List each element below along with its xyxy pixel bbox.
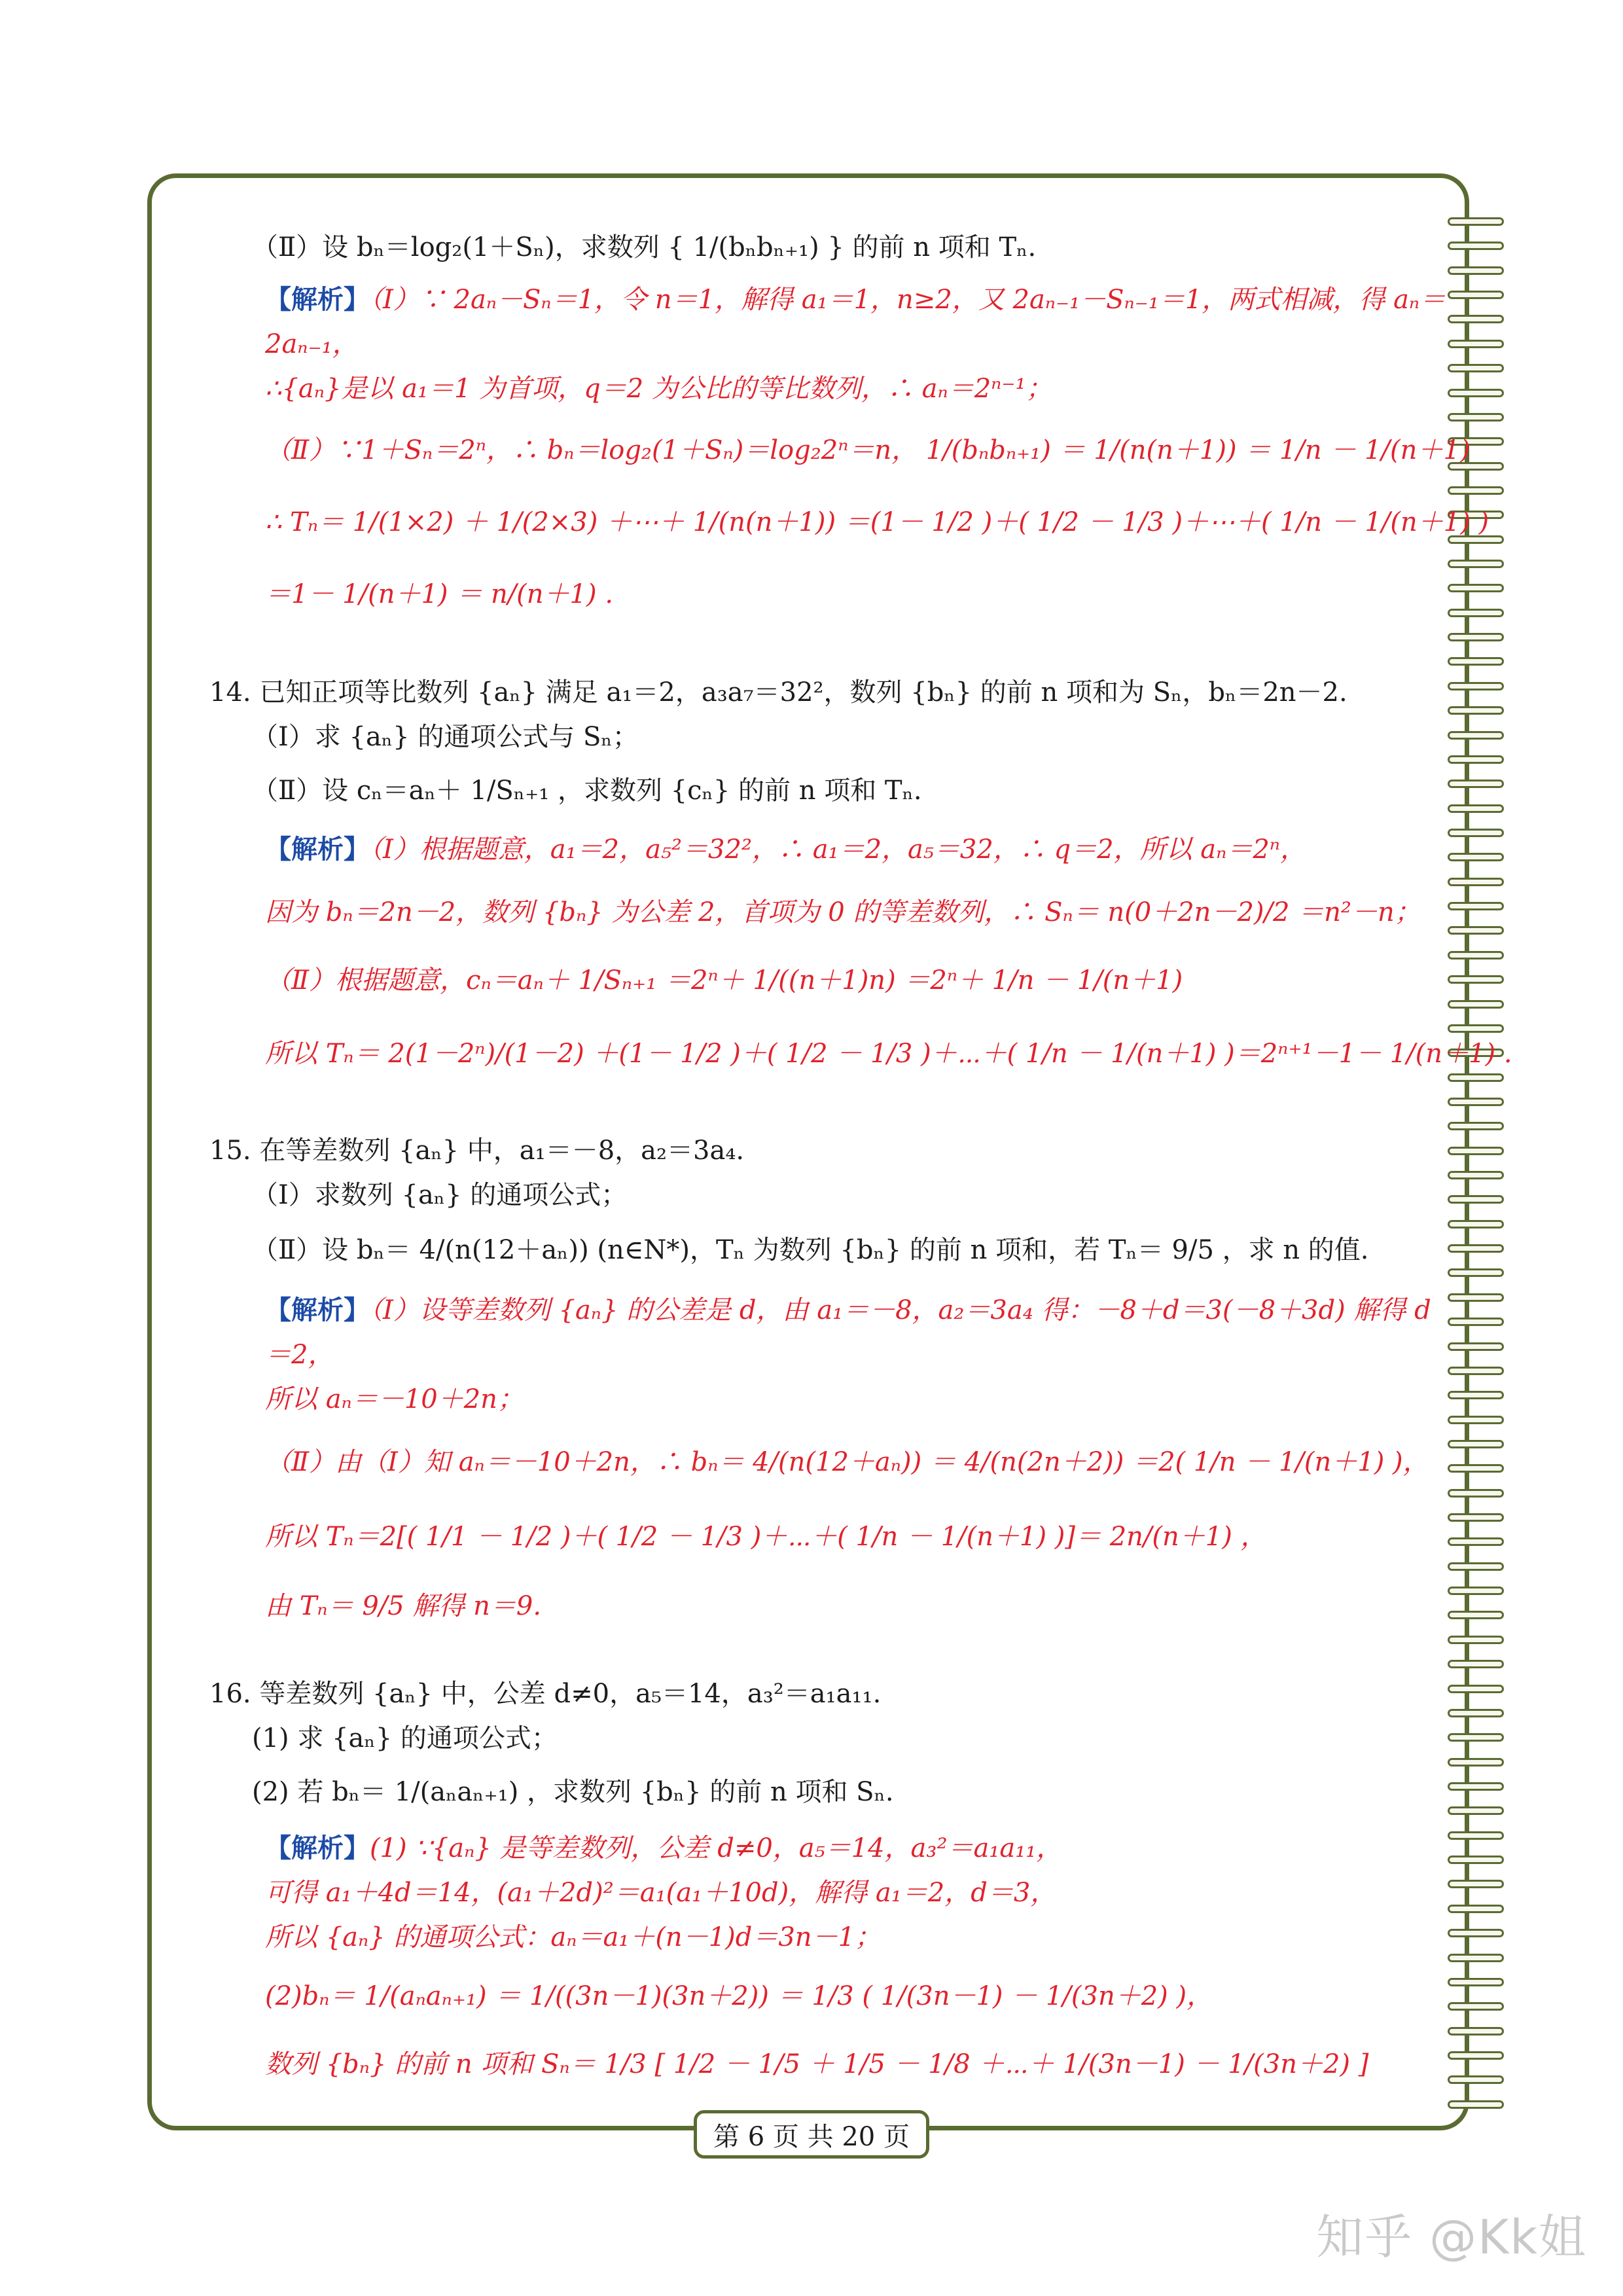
- spiral-ring: [1448, 266, 1504, 275]
- watermark: 知乎 @Kk姐: [1316, 2210, 1587, 2265]
- spiral-ring: [1448, 1464, 1504, 1473]
- spiral-ring: [1448, 1929, 1504, 1937]
- problem-14-part-1: （Ⅰ）求 {aₙ} 的通项公式与 Sₙ；: [252, 722, 639, 752]
- solution-text: （Ⅰ）根据题意，a₁＝2，a₅²＝32²，∴ a₁＝2，a₅＝32，∴ q＝2，所以 aₙ＝2ⁿ，: [370, 834, 1307, 865]
- problem-16-solution-line-5: 数列 {bₙ} 的前 n 项和 Sₙ＝ 1/3 [ 1/2 － 1/5 ＋ 1/5 － 1/8 ＋⋯＋ 1/(3n－1) － 1/(3n＋2) ]: [265, 2049, 1369, 2079]
- spiral-ring: [1448, 1098, 1504, 1106]
- problem-14-solution-line-2: 因为 bₙ＝2n－2，数列 {bₙ} 为公差 2，首项为 0 的等差数列，∴ Sₙ＝ n(0＋2n－2)/2 ＝n²－n；: [265, 897, 1421, 927]
- spiral-ring: [1448, 2100, 1504, 2109]
- solution-tag: 【解析】: [265, 1295, 370, 1325]
- spiral-ring: [1448, 1391, 1504, 1399]
- problem-15-solution-line-6: 由 Tₙ＝ 9/5 解得 n＝9.: [265, 1591, 542, 1621]
- spiral-ring: [1448, 1954, 1504, 1962]
- spiral-ring: [1448, 389, 1504, 397]
- problem-13-solution-line-5: ∴ Tₙ＝ 1/(1×2) ＋ 1/(2×3) ＋⋯＋ 1/(n(n＋1)) ＝(1－ 1/2 )＋( 1/2 － 1/3 )＋⋯＋( 1/n － 1/(n＋1) ): [265, 507, 1489, 537]
- spiral-ring: [1448, 1537, 1504, 1546]
- spiral-ring: [1448, 217, 1504, 226]
- problem-13-part-2: （Ⅱ）设 bₙ＝log₂(1＋Sₙ)，求数列 { 1/(bₙbₙ₊₁) } 的前 n 项和 Tₙ.: [252, 232, 1037, 262]
- spiral-ring: [1448, 926, 1504, 935]
- spiral-ring: [1448, 1122, 1504, 1130]
- page-number-footer: [694, 2110, 929, 2159]
- spiral-ring: [1448, 1000, 1504, 1009]
- problem-16-solution-line-4: (2)bₙ＝ 1/(aₙaₙ₊₁) ＝ 1/((3n－1)(3n＋2)) ＝ 1/3 ( 1/(3n－1) － 1/(3n＋2) )，: [265, 1981, 1213, 2011]
- spiral-ring: [1448, 975, 1504, 984]
- spiral-ring: [1448, 1636, 1504, 1644]
- spiral-ring: [1448, 1147, 1504, 1155]
- spiral-ring: [1448, 829, 1504, 837]
- spiral-ring: [1448, 1342, 1504, 1351]
- spiral-ring: [1448, 1440, 1504, 1448]
- spiral-ring: [1448, 1660, 1504, 1668]
- spiral-ring: [1448, 682, 1504, 691]
- spiral-ring: [1448, 1367, 1504, 1375]
- problem-15-solution-line-2: ＝2，: [265, 1340, 334, 1370]
- spiral-ring: [1448, 560, 1504, 568]
- spiral-ring: [1448, 1268, 1504, 1277]
- problem-15-solution-line-5: 所以 Tₙ＝2[( 1/1 － 1/2 )＋( 1/2 － 1/3 )＋⋯＋( 1/n － 1/(n＋1) )]＝ 2n/(n＋1) ，: [265, 1522, 1267, 1552]
- problem-16-part-2: (2) 若 bₙ＝ 1/(aₙaₙ₊₁) ，求数列 {bₙ} 的前 n 项和 Sₙ.: [252, 1777, 894, 1807]
- spiral-ring: [1448, 1489, 1504, 1498]
- spiral-ring: [1448, 1685, 1504, 1693]
- spiral-ring: [1448, 951, 1504, 960]
- spiral-ring: [1448, 1318, 1504, 1326]
- problem-14-statement: 14. 已知正项等比数列 {aₙ} 满足 a₁＝2，a₃a₇＝32²，数列 {bₙ} 的前 n 项和为 Sₙ，bₙ＝2n－2.: [209, 677, 1347, 708]
- spiral-ring: [1448, 804, 1504, 813]
- spiral-ring: [1448, 1073, 1504, 1082]
- spiral-ring: [1448, 1244, 1504, 1253]
- problem-15-solution-line-4: （Ⅱ）由（Ⅰ）知 aₙ＝－10＋2n，∴ bₙ＝ 4/(n(12＋aₙ)) ＝ 4/(n(2n＋2)) ＝2( 1/n － 1/(n＋1) )，: [265, 1447, 1429, 1477]
- spiral-binding: [1448, 217, 1513, 2109]
- solution-tag: 【解析】: [265, 1833, 370, 1863]
- problem-15-solution-line-1: [265, 1292, 1431, 1329]
- problem-13-solution-line-4: （Ⅱ）∵1＋Sₙ＝2ⁿ，∴ bₙ＝log₂(1＋Sₙ)＝log₂2ⁿ＝n， 1/(bₙbₙ₊₁) ＝ 1/(n(n＋1)) ＝ 1/n － 1/(n＋1): [265, 435, 1471, 465]
- spiral-ring: [1448, 1416, 1504, 1424]
- spiral-ring: [1448, 1758, 1504, 1767]
- solution-text: （Ⅰ）∵ 2aₙ－Sₙ＝1，令 n＝1，解得 a₁＝1，n≥2，又 2aₙ₋₁－Sₙ₋₁＝1，两式相减，得 aₙ＝: [370, 285, 1446, 315]
- problem-13-solution-line-1: [265, 281, 1446, 318]
- spiral-ring: [1448, 878, 1504, 886]
- problem-16-solution-line-1: [265, 1830, 1062, 1867]
- spiral-ring: [1448, 755, 1504, 764]
- problem-16-solution-line-2: 可得 a₁＋4d＝14，(a₁＋2d)²＝a₁(a₁＋10d)，解得 a₁＝2，d＝3，: [265, 1878, 1057, 1908]
- spiral-ring: [1448, 731, 1504, 740]
- spiral-ring: [1448, 1587, 1504, 1595]
- spiral-ring: [1448, 1513, 1504, 1522]
- spiral-ring: [1448, 2002, 1504, 2011]
- spiral-ring: [1448, 706, 1504, 715]
- spiral-ring: [1448, 1733, 1504, 1742]
- spiral-ring: [1448, 1856, 1504, 1864]
- spiral-ring: [1448, 364, 1504, 372]
- problem-16-part-1: (1) 求 {aₙ} 的通项公式；: [252, 1723, 558, 1753]
- spiral-ring: [1448, 291, 1504, 299]
- spiral-ring: [1448, 340, 1504, 348]
- spiral-ring: [1448, 1831, 1504, 1840]
- spiral-ring: [1448, 1806, 1504, 1815]
- solution-tag: 【解析】: [265, 284, 370, 315]
- solution-text: （Ⅰ）设等差数列 {aₙ} 的公差是 d，由 a₁＝－8，a₂＝3a₄ 得：－8＋d＝3(－8＋3d) 解得 d: [370, 1295, 1431, 1325]
- spiral-ring: [1448, 2027, 1504, 2036]
- spiral-ring: [1448, 780, 1504, 788]
- spiral-ring: [1448, 2075, 1504, 2084]
- spiral-ring: [1448, 2051, 1504, 2060]
- problem-15-part-2: （Ⅱ）设 bₙ＝ 4/(n(12＋aₙ)) (n∈N*)，Tₙ 为数列 {bₙ} 的前 n 项和，若 Tₙ＝ 9/5 ，求 n 的值.: [252, 1235, 1369, 1265]
- problem-13-solution-line-2: 2aₙ₋₁，: [265, 329, 359, 359]
- problem-15-statement: 15. 在等差数列 {aₙ} 中，a₁＝－8，a₂＝3a₄.: [209, 1136, 745, 1166]
- spiral-ring: [1448, 315, 1504, 323]
- spiral-ring: [1448, 1611, 1504, 1619]
- problem-14-part-2: （Ⅱ）设 cₙ＝aₙ＋ 1/Sₙ₊₁ ，求数列 {cₙ} 的前 n 项和 Tₙ.: [252, 776, 922, 806]
- spiral-ring: [1448, 633, 1504, 641]
- problem-14-solution-line-4: 所以 Tₙ＝ 2(1－2ⁿ)/(1－2) ＋(1－ 1/2 )＋( 1/2 － 1/3 )＋⋯＋( 1/n － 1/(n＋1) )＝2ⁿ⁺¹－1－ 1/(n＋1) .: [265, 1039, 1512, 1069]
- spiral-ring: [1448, 242, 1504, 250]
- page-number-text: 第 6 页 共 20 页: [713, 2121, 910, 2152]
- spiral-ring: [1448, 902, 1504, 910]
- spiral-ring: [1448, 413, 1504, 422]
- solution-tag: 【解析】: [265, 834, 370, 865]
- problem-13-solution-line-3: ∴{aₙ}是以 a₁＝1 为首项，q＝2 为公比的等比数列，∴ aₙ＝2ⁿ⁻¹；: [265, 374, 1052, 404]
- spiral-ring: [1448, 853, 1504, 861]
- problem-14-solution-line-3: （Ⅱ）根据题意，cₙ＝aₙ＋ 1/Sₙ₊₁ ＝2ⁿ＋ 1/((n＋1)n) ＝2ⁿ＋ 1/n － 1/(n＋1): [265, 965, 1183, 996]
- spiral-ring: [1448, 584, 1504, 592]
- spiral-ring: [1448, 1709, 1504, 1717]
- spiral-ring: [1448, 657, 1504, 666]
- spiral-ring: [1448, 1782, 1504, 1791]
- spiral-ring: [1448, 1905, 1504, 1913]
- spiral-ring: [1448, 1024, 1504, 1033]
- problem-16-statement: 16. 等差数列 {aₙ} 中，公差 d≠0，a₅＝14，a₃²＝a₁a₁₁.: [209, 1679, 882, 1709]
- problem-15-solution-line-3: 所以 aₙ＝－10＋2n；: [265, 1384, 524, 1414]
- spiral-ring: [1448, 1562, 1504, 1571]
- spiral-ring: [1448, 1978, 1504, 1986]
- solution-text: (1) ∵{aₙ} 是等差数列，公差 d≠0，a₅＝14，a₃²＝a₁a₁₁，: [370, 1833, 1063, 1863]
- spiral-ring: [1448, 1880, 1504, 1888]
- spiral-ring: [1448, 486, 1504, 495]
- spiral-ring: [1448, 609, 1504, 617]
- problem-14-solution-line-1: [265, 831, 1306, 868]
- problem-16-solution-line-3: 所以 {aₙ} 的通项公式：aₙ＝a₁＋(n－1)d＝3n－1；: [265, 1922, 882, 1952]
- spiral-ring: [1448, 1293, 1504, 1302]
- spiral-ring: [1448, 1195, 1504, 1204]
- spiral-ring: [1448, 1171, 1504, 1179]
- problem-13-solution-line-6: ＝1－ 1/(n＋1) ＝ n/(n＋1) .: [265, 579, 614, 609]
- problem-15-part-1: （Ⅰ）求数列 {aₙ} 的通项公式；: [252, 1180, 628, 1210]
- spiral-ring: [1448, 1220, 1504, 1229]
